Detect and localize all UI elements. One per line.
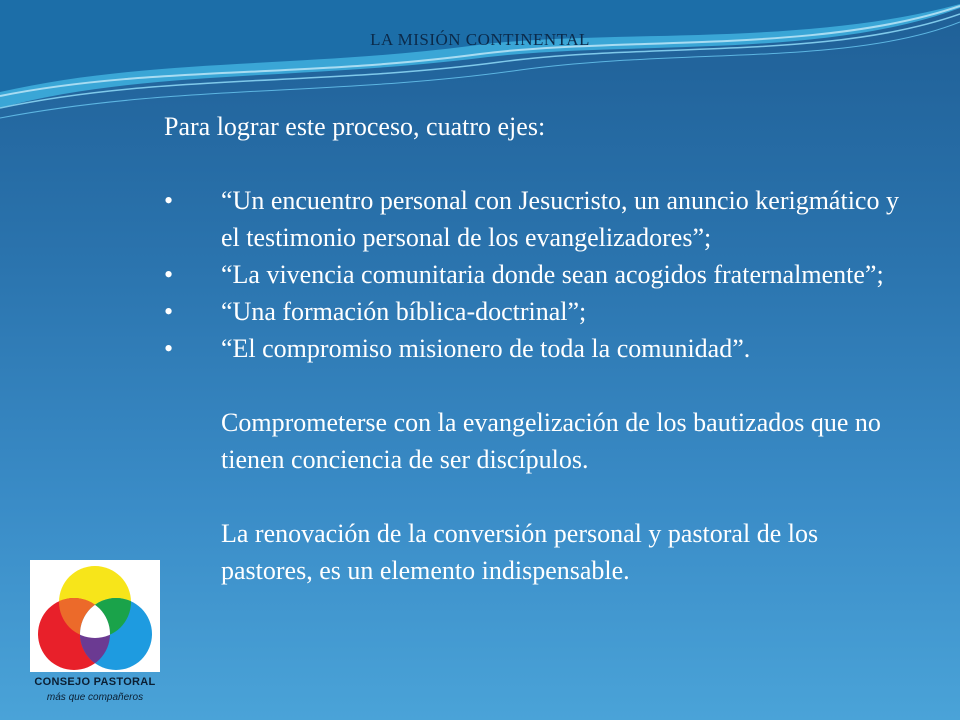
bullet-icon: • <box>164 334 174 363</box>
list-item <box>164 293 904 330</box>
bullet-icon: • <box>164 297 174 326</box>
bullet-icon: • <box>164 260 174 289</box>
org-tagline: más que compañeros <box>46 692 144 703</box>
consejo-pastoral-logo <box>30 560 160 672</box>
list-item <box>164 330 904 367</box>
slide-title: LA MISIÓN CONTINENTAL <box>370 30 590 49</box>
slide-content <box>164 108 904 589</box>
bullet-icon: • <box>164 186 174 215</box>
bullet-text: “Un encuentro personal con Jesucristo, un anuncio kerigmático y el testimonio personal de los evangelizadores”; <box>221 186 899 252</box>
list-item <box>164 182 904 256</box>
org-name: CONSEJO PASTORAL <box>34 676 156 688</box>
bullet-text: “El compromiso misionero de toda la comunidad”. <box>221 334 751 363</box>
bullet-text: “La vivencia comunitaria donde sean acogidos fraternalmente”; <box>221 260 884 289</box>
paragraph-evangelization: Comprometerse con la evangelización de los bautizados que no tienen conciencia de ser discípulos. <box>221 408 881 474</box>
paragraph-conversion: La renovación de la conversión personal y pastoral de los pastores, es un elemento indispensable. <box>221 519 819 585</box>
bullet-list <box>164 182 904 367</box>
bullet-text: “Una formación bíblica-doctrinal”; <box>221 297 587 326</box>
list-item <box>164 256 904 293</box>
intro-text: Para lograr este proceso, cuatro ejes: <box>164 112 546 141</box>
venn-circles-icon <box>30 560 160 672</box>
